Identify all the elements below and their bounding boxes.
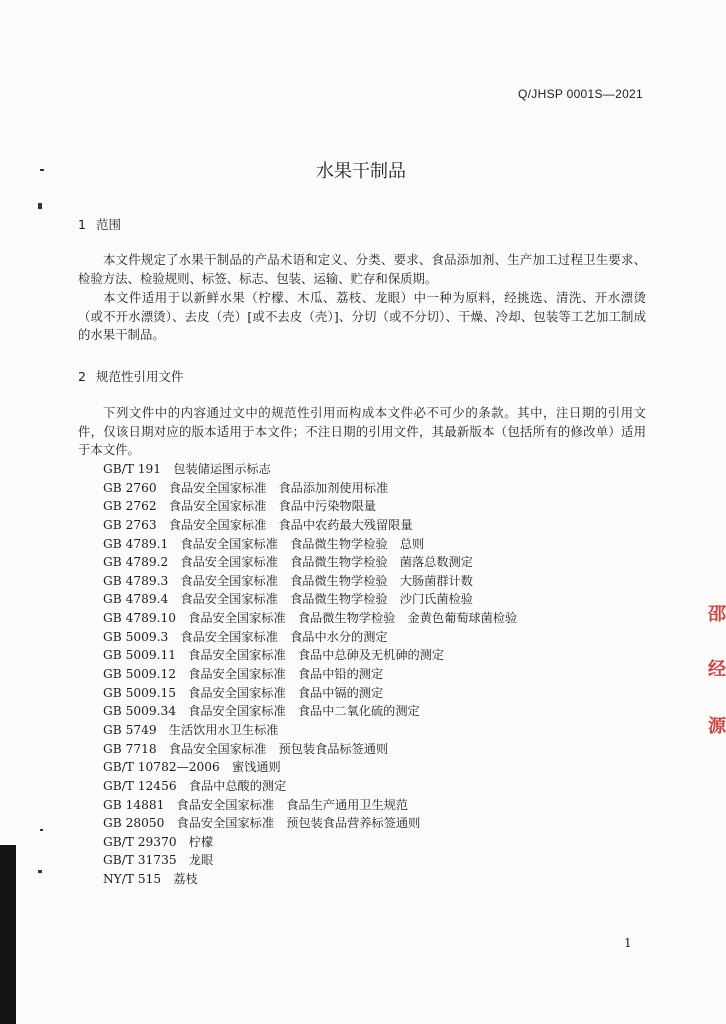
scan-edge-shadow (0, 845, 16, 1024)
section-heading-text: 规范性引用文件 (96, 369, 184, 384)
section-heading-text: 范围 (96, 217, 122, 232)
reference-item: GB 2763 食品安全国家标准 食品中农药最大残留限量 (103, 517, 413, 532)
section-1-heading (78, 215, 121, 233)
document-title: 水果干制品 (316, 161, 406, 182)
reference-item: GB 14881 食品安全国家标准 食品生产通用卫生规范 (103, 797, 409, 812)
seal-fragment: 经 (708, 659, 726, 680)
reference-item: GB/T 191 包装储运图示标志 (103, 462, 271, 476)
reference-item: GB 5749 生活饮用水卫生标准 (103, 722, 279, 737)
section-2-heading (78, 367, 184, 385)
reference-list (103, 460, 517, 889)
reference-item: GB 4789.4 食品安全国家标准 食品微生物学检验 沙门氏菌检验 (103, 592, 473, 607)
scope-paragraph-2: 本文件适用于以新鲜水果（柠檬、木瓜、荔枝、龙眼）中一种为原料，经挑选、清洗、开水漂烫（或不开水漂烫）、去皮（壳）[或不去皮（壳）]、分切（或不分切）、干燥、冷却、包装等工艺加工制成的水果干制品。 (78, 290, 646, 343)
seal-fragment: 源 (708, 716, 726, 737)
reference-item: GB 5009.12 食品安全国家标准 食品中铅的测定 (103, 667, 384, 682)
reference-item: GB 2762 食品安全国家标准 食品中污染物限量 (103, 499, 376, 514)
normative-intro-paragraph: 下列文件中的内容通过文中的规范性引用而构成本文件必不可少的条款。其中，注日期的引用文件，仅该日期对应的版本适用于本文件；不注日期的引用文件，其最新版本（包括所有的修改单）适用于本文件。 (78, 405, 646, 458)
reference-item: GB 4789.3 食品安全国家标准 食品微生物学检验 大肠菌群计数 (103, 573, 473, 588)
reference-item: GB 7718 食品安全国家标准 预包装食品标签通则 (103, 741, 389, 756)
reference-item: NY/T 515 荔枝 (103, 872, 198, 887)
section-number: 2 (78, 369, 86, 384)
reference-item: GB 4789.1 食品安全国家标准 食品微生物学检验 总则 (103, 536, 425, 551)
reference-item: GB 4789.10 食品安全国家标准 食品微生物学检验 金黄色葡萄球菌检验 (103, 611, 518, 626)
page-number: 1 (624, 936, 632, 950)
scope-paragraph-1: 本文件规定了水果干制品的产品术语和定义、分类、要求、食品添加剂、生产加工过程卫生要求、检验方法、检验规则、标签、标志、包装、运输、贮存和保质期。 (78, 252, 646, 286)
reference-item: GB 28050 食品安全国家标准 预包装食品营养标签通则 (103, 816, 421, 831)
scan-speck (38, 870, 42, 873)
reference-item: GB 5009.11 食品安全国家标准 食品中总砷及无机砷的测定 (103, 648, 445, 663)
reference-item: GB/T 10782—2006 蜜饯通则 (103, 760, 281, 775)
seal-fragment: 邵 (708, 604, 726, 625)
scan-speck (40, 829, 43, 831)
reference-item: GB/T 12456 食品中总酸的测定 (103, 778, 287, 793)
reference-item: GB 5009.15 食品安全国家标准 食品中镉的测定 (103, 685, 384, 700)
reference-item: GB/T 29370 柠檬 (103, 834, 214, 849)
document-code: Q/JHSP 0001S—2021 (518, 87, 643, 101)
reference-item: GB 5009.34 食品安全国家标准 食品中二氧化硫的测定 (103, 704, 420, 719)
reference-item: GB 2760 食品安全国家标准 食品添加剂使用标准 (103, 480, 389, 495)
reference-item: GB/T 31735 龙眼 (103, 853, 214, 868)
section-number: 1 (78, 217, 86, 232)
reference-item: GB 5009.3 食品安全国家标准 食品中水分的测定 (103, 629, 388, 644)
scan-speck (38, 203, 42, 209)
scan-speck (40, 169, 44, 171)
reference-item: GB 4789.2 食品安全国家标准 食品微生物学检验 菌落总数测定 (103, 555, 473, 570)
